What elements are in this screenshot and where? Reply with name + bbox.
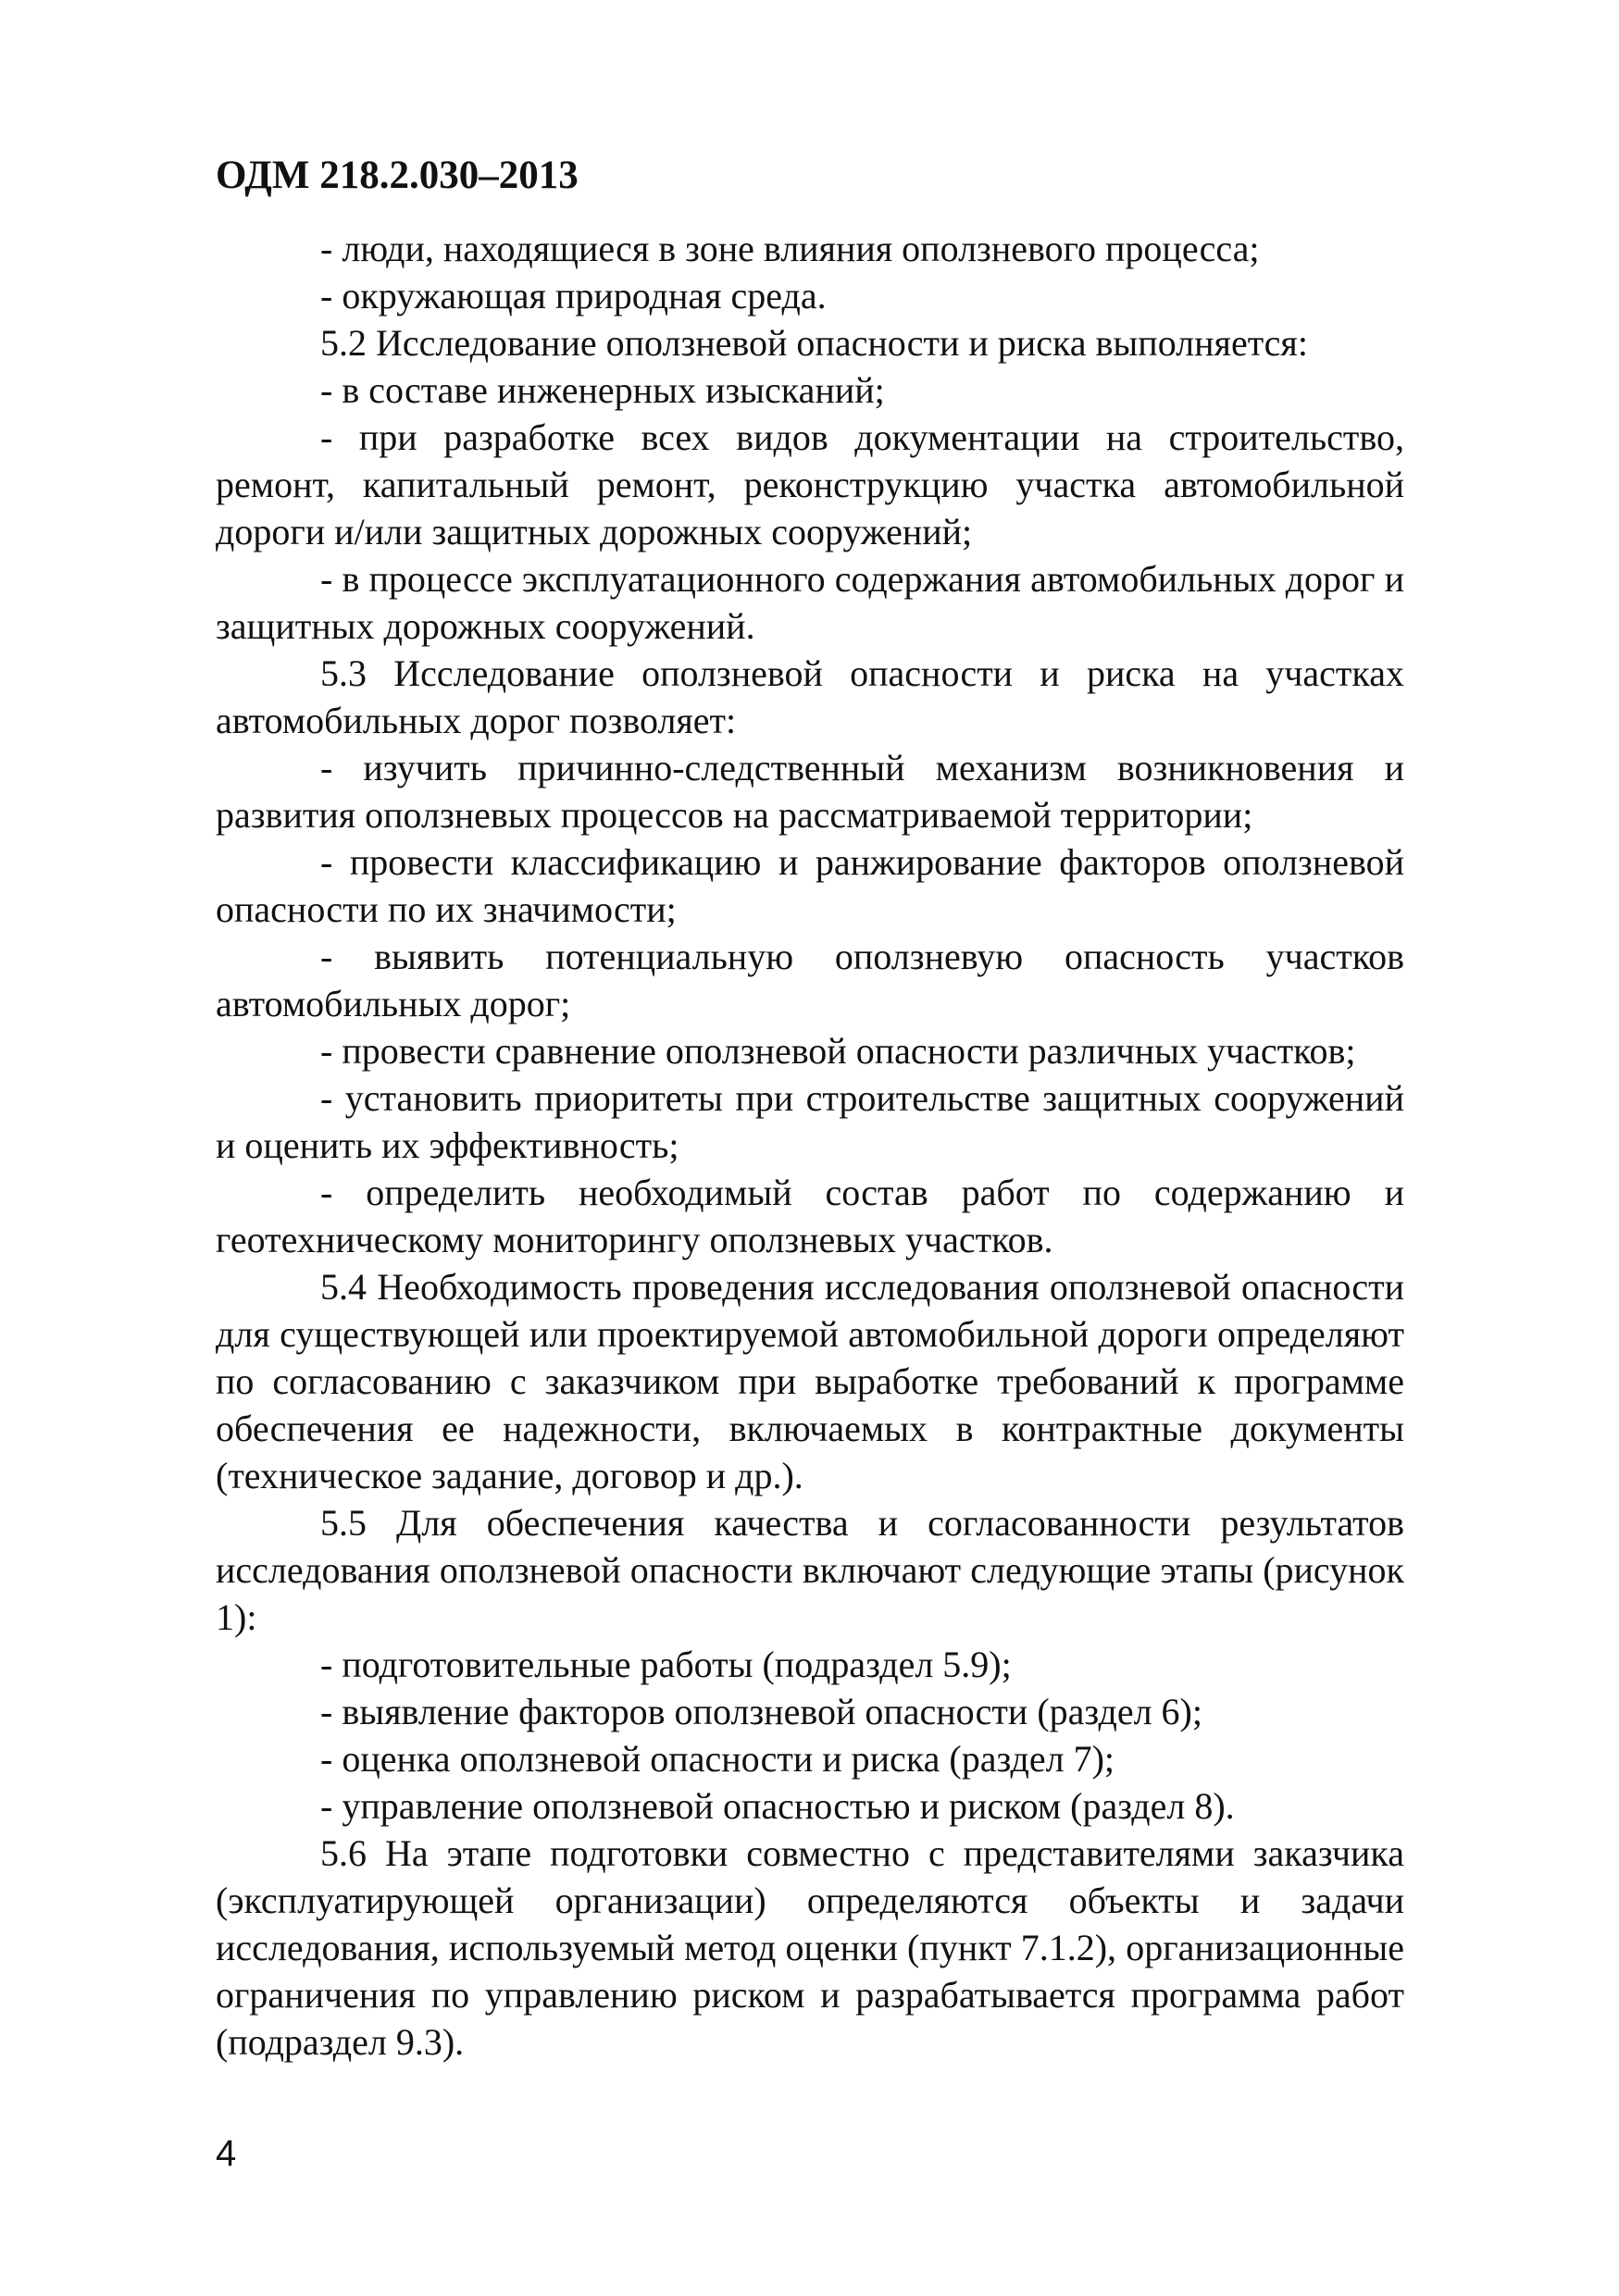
list-item: - в процессе эксплуатационного содержания автомобильных дорог и защитных дорожных сооружений. [216, 558, 1404, 647]
paragraph-5-6: 5.6 На этапе подготовки совместно с представителями заказчика (эксплуатирующей организации) определяются объекты и задачи исследования, используемый метод оценки (пункт 7.1.2), организационные ограничения по управлению риском и разрабатывается программа работ (подраздел 9.3). [216, 1832, 1404, 2063]
list-item: - управление оползневой опасностью и риском (раздел 8). [320, 1785, 1235, 1827]
list-item: - выявление факторов оползневой опасности (раздел 6); [320, 1691, 1202, 1732]
list-item: - провести классификацию и ранжирование факторов оползневой опасности по их значимости; [216, 841, 1404, 930]
document-code: ОДМ 218.2.030–2013 [216, 154, 579, 197]
paragraph-5-4: 5.4 Необходимость проведения исследования оползневой опасности для существующей или проектируемой автомобильной дороги определяют по согласованию с заказчиком при выработке требований к программе обеспечения ее надежности, включаемых в контрактные документы (техническое задание, договор и др.). [216, 1266, 1404, 1496]
list-item: - установить приоритеты при строительстве защитных сооружений и оценить их эффективность; [216, 1077, 1404, 1166]
paragraph-5-3: 5.3 Исследование оползневой опасности и риска на участках автомобильных дорог позволяет: [216, 652, 1404, 741]
list-item: - при разработке всех видов документации на строительство, ремонт, капитальный ремонт, реконструкцию участка автомобильной дороги и/или защитных дорожных сооружений; [216, 416, 1404, 552]
paragraph-5-2: 5.2 Исследование оползневой опасности и риска выполняется: [320, 322, 1308, 364]
list-item: - изучить причинно-следственный механизм возникновения и развития оползневых процессов на рассматриваемой территории; [216, 747, 1404, 836]
list-item: - окружающая природная среда. [320, 275, 827, 316]
list-item: - провести сравнение оползневой опасности различных участков; [320, 1030, 1356, 1072]
list-item: - подготовительные работы (подраздел 5.9); [320, 1644, 1012, 1685]
list-item: - выявить потенциальную оползневую опасность участков автомобильных дорог; [216, 936, 1404, 1024]
list-item: - определить необходимый состав работ по содержанию и геотехническому мониторингу оползневых участков. [216, 1172, 1404, 1260]
body-text [216, 225, 1404, 2066]
list-item: - в составе инженерных изысканий; [320, 369, 885, 411]
list-item: - люди, находящиеся в зоне влияния оползневого процесса; [320, 228, 1260, 269]
list-item: - оценка оползневой опасности и риска (раздел 7); [320, 1738, 1115, 1780]
paragraph-5-5: 5.5 Для обеспечения качества и согласованности результатов исследования оползневой опасности включают следующие этапы (рисунок 1): [216, 1502, 1404, 1638]
page-number: 4 [216, 2133, 237, 2174]
